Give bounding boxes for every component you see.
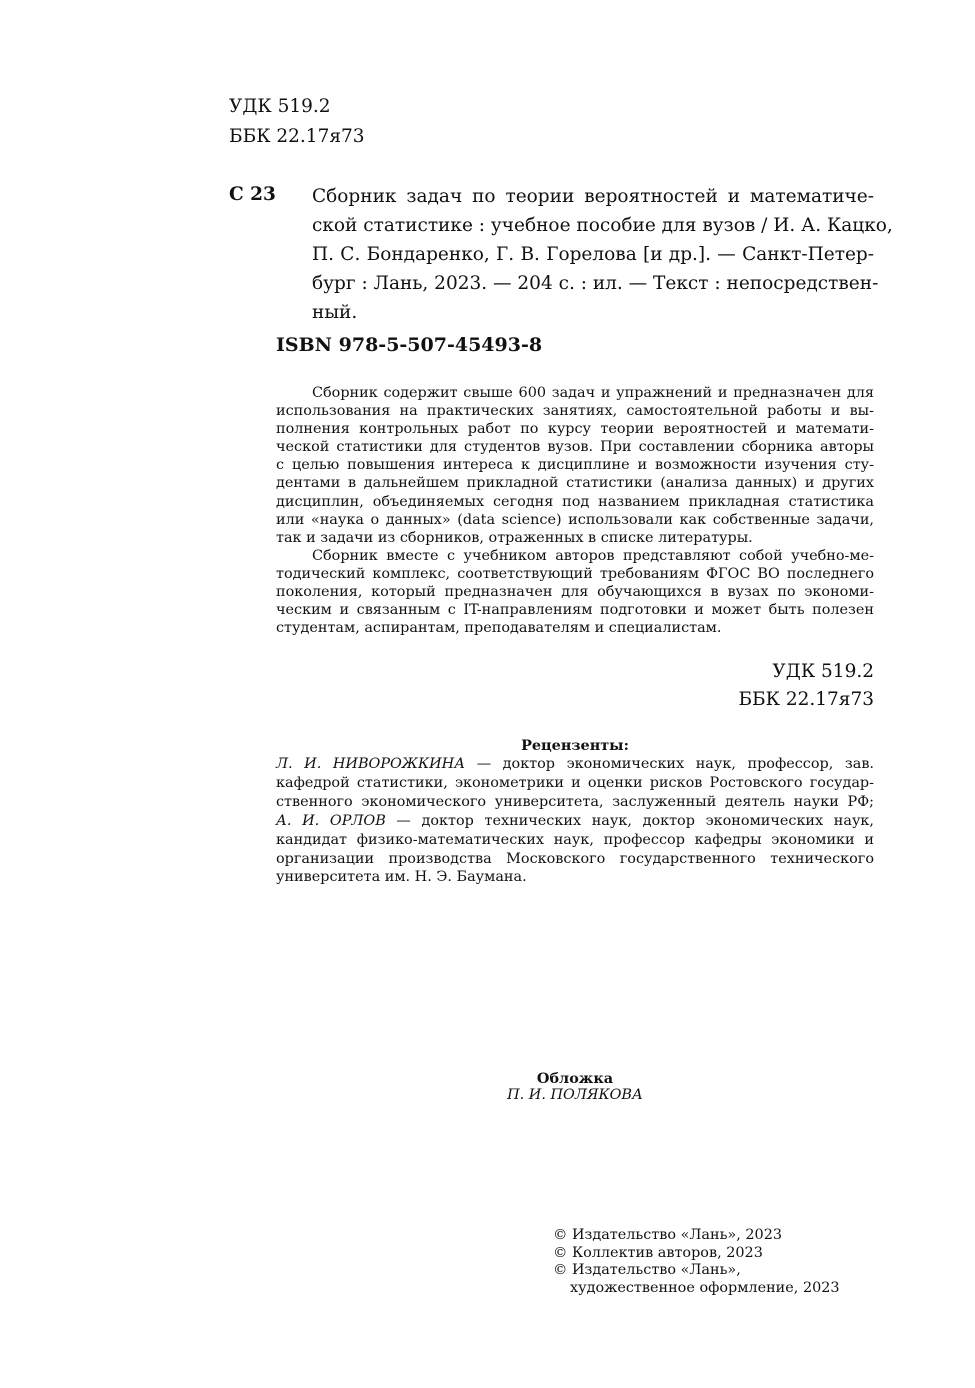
isbn: ISBN 978-5-507-45493-8 xyxy=(276,334,543,356)
annotation-line: ческим и связанным с IT-направлениям подготовки и может быть полезен xyxy=(276,602,874,619)
author-mark: С 23 xyxy=(229,184,276,205)
reviewer-line: ственного экономического университета, заслуженный деятель науки РФ; xyxy=(276,793,874,810)
reviewers-heading: Рецензенты: xyxy=(521,737,629,754)
annotation-line: полнения контрольных работ по курсу теории вероятностей и математи- xyxy=(276,421,874,438)
bbk-code: ББК 22.17я73 xyxy=(229,126,365,147)
bib-line: ской статистике : учебное пособие для вузов / И. А. Кацко, xyxy=(312,215,893,236)
annotation-line: ческой статистики для студентов вузов. При составлении сборника авторы xyxy=(276,439,874,456)
bbk-code: ББК 22.17я73 xyxy=(738,689,874,710)
udk-code: УДК 519.2 xyxy=(229,96,331,117)
reviewer-line xyxy=(276,812,874,831)
annotation-line: использования на практических занятиях, самостоятельной работы и вы- xyxy=(276,403,874,420)
annotation xyxy=(276,384,874,637)
reviewer-line: университета им. Н. Э. Баумана. xyxy=(276,869,527,886)
copyright-line: © Издательство «Лань», 2023 xyxy=(553,1227,783,1243)
annotation-line: Сборник содержит свыше 600 задач и упражнений и предназначен для xyxy=(312,385,874,401)
bib-line: Сборник задач по теории вероятностей и математиче- xyxy=(312,186,874,207)
reviewer-line: кандидат физико-математических наук, профессор кафедры экономики и xyxy=(276,831,874,848)
reviewers-list xyxy=(276,755,874,887)
reviewer-line: кафедрой статистики, эконометрики и оценки рисков Ростовского государ- xyxy=(276,774,874,791)
reviewer-credentials: — доктор экономических наук, профессор, зав. xyxy=(465,756,874,772)
annotation-line: тодический комплекс, соответствующий требованиям ФГОС ВО последнего xyxy=(276,565,874,582)
annotation-line: поколения, который предназначен для обучающихся в вузах по экономи- xyxy=(276,584,874,601)
copyright-block xyxy=(553,1227,840,1297)
udk-block-top xyxy=(229,92,365,152)
bib-line: бург : Лань, 2023. — 204 с. : ил. — Текст : непосредствен- xyxy=(312,273,879,294)
reviewer-name: А. И. ОРЛОВ xyxy=(276,812,386,829)
annotation-line: Сборник вместе с учебником авторов представляют собой учебно-ме- xyxy=(312,547,874,564)
bib-line: П. С. Бондаренко, Г. В. Горелова [и др.]. — Санкт-Петер- xyxy=(312,244,874,265)
udk-block-right xyxy=(738,658,874,714)
bib-line: ный. xyxy=(312,302,358,323)
annotation-line: студентам, аспирантам, преподавателям и специалистам. xyxy=(276,620,722,637)
annotation-line: дентами в дальнейшем прикладной статистики (анализа данных) и других xyxy=(276,475,874,492)
reviewer-credentials: — доктор технических наук, доктор экономических наук, xyxy=(385,812,875,829)
cover-designer: П. И. ПОЛЯКОВА xyxy=(507,1087,643,1103)
reviewer-name: Л. И. НИВОРОЖКИНА xyxy=(276,756,466,772)
bibliographic-description xyxy=(312,182,893,327)
annotation-line: с целью повышения интереса к дисциплине и возможности изучения сту- xyxy=(276,457,874,474)
udk-code: УДК 519.2 xyxy=(772,661,874,682)
copyright-line: © Издательство «Лань», xyxy=(553,1262,741,1279)
copyright-line: художественное оформление, 2023 xyxy=(570,1279,840,1296)
cover-heading: Обложка xyxy=(536,1070,614,1087)
reviewer-line: организации производства Московского государственного технического xyxy=(276,850,874,867)
copyright-line: © Коллектив авторов, 2023 xyxy=(553,1244,763,1261)
annotation-line: так и задачи из сборников, отраженных в списке литературы. xyxy=(276,529,753,546)
annotation-line: или «наука о данных» (data science) использовали как собственные задачи, xyxy=(276,511,874,528)
reviewer-line xyxy=(276,755,874,774)
annotation-line: дисциплин, объединяемых сегодня под названием прикладная статистика xyxy=(276,493,874,510)
